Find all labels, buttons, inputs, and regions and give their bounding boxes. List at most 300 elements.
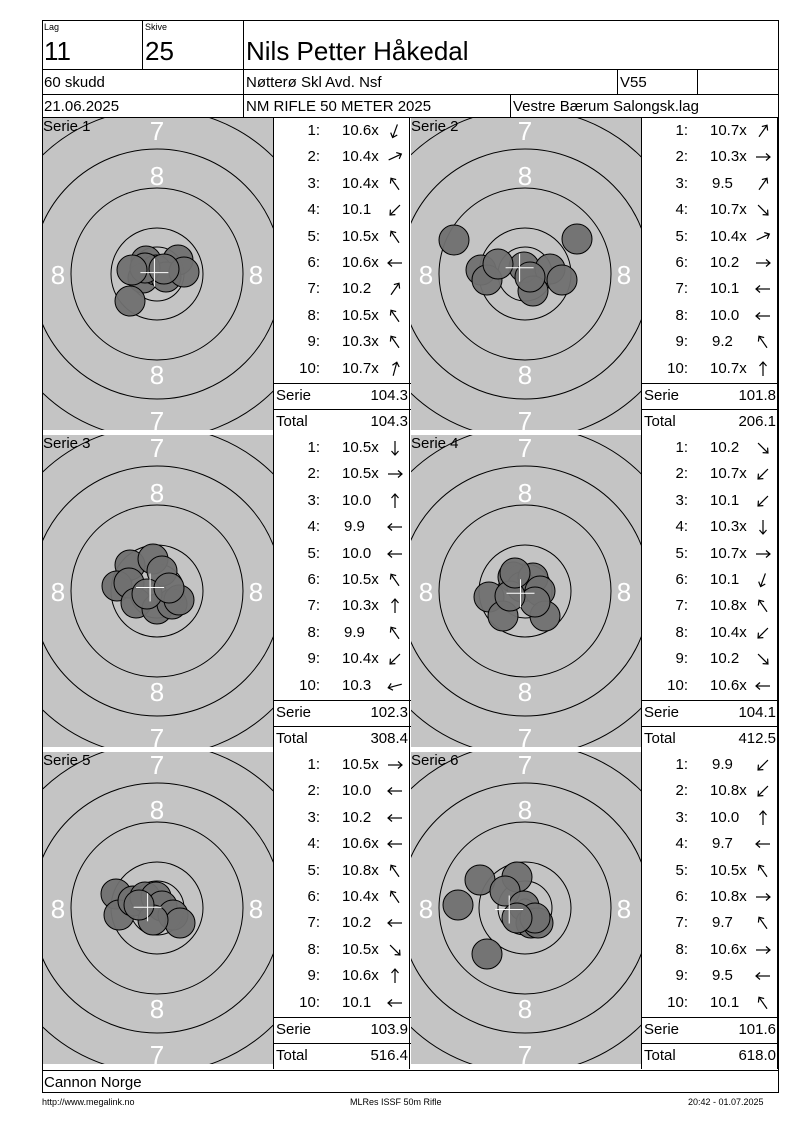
- shot-row: [642, 862, 779, 882]
- series-panel: [411, 752, 776, 1064]
- series-panel: [43, 118, 408, 430]
- shot-direction-arrow-icon: [386, 863, 404, 879]
- shot-direction-arrow-icon: [754, 995, 772, 1011]
- series-sum-label: Serie: [644, 387, 680, 404]
- target-image: [43, 752, 273, 1064]
- running-total-label: Total: [644, 413, 676, 430]
- shot-direction-arrow-icon: [754, 915, 772, 931]
- shot-direction-arrow-icon: [754, 757, 772, 773]
- shot-direction-arrow-icon: [754, 968, 772, 984]
- shot-direction-arrow-icon: [754, 361, 772, 377]
- shot-number: 6:: [675, 571, 688, 588]
- shot-direction-arrow-icon: [754, 572, 772, 588]
- shot-score: 10.3x: [710, 148, 747, 166]
- shot-direction-arrow-icon: [386, 915, 404, 931]
- shot-row: [274, 888, 411, 908]
- shot-row: [274, 333, 411, 353]
- shot-score: 10.3x: [342, 597, 379, 615]
- skive-label: Skive: [145, 22, 168, 32]
- shot-row: [642, 439, 779, 459]
- shot-score: 10.7x: [710, 544, 747, 562]
- shot-row: [274, 835, 411, 855]
- shot-number: 4:: [675, 835, 688, 853]
- shot-direction-arrow-icon: [754, 334, 772, 350]
- shot-row: [274, 439, 411, 459]
- shot-score: 10.4x: [342, 888, 379, 905]
- shot-hole: [500, 558, 530, 588]
- shot-direction-arrow-icon: [754, 598, 772, 614]
- shot-number: 2:: [675, 782, 688, 800]
- series-label: Serie 4: [411, 435, 459, 452]
- shot-hole: [502, 903, 532, 933]
- shot-score: 10.3x: [342, 333, 379, 351]
- shot-list: [641, 752, 778, 1069]
- shot-direction-arrow-icon: [754, 255, 772, 271]
- running-total: [274, 1043, 411, 1068]
- running-total-value: 308.4: [370, 730, 408, 747]
- shot-score: 10.8x: [710, 782, 747, 800]
- series-label: Serie 1: [43, 118, 91, 135]
- footer-timestamp: 20:42 - 01.07.2025: [688, 1097, 764, 1107]
- running-total-label: Total: [644, 1047, 676, 1064]
- shot-hole: [115, 286, 145, 316]
- shot-score: 10.5x: [342, 940, 379, 958]
- shot-direction-arrow-icon: [754, 783, 772, 799]
- ring-number-right-8: 8: [616, 894, 632, 924]
- series-sum: [274, 1017, 411, 1042]
- shot-direction-arrow-icon: [386, 361, 404, 377]
- header-divider-1: [42, 69, 779, 70]
- running-total: [642, 726, 779, 751]
- shot-score: 9.5: [712, 967, 733, 985]
- series-sum-value: 101.6: [738, 1021, 776, 1038]
- shot-hole: [124, 890, 154, 920]
- shot-row: [274, 914, 411, 934]
- shot-number: 7:: [675, 914, 688, 932]
- series-panel: [411, 118, 776, 430]
- series-label: Serie 3: [43, 435, 91, 452]
- shot-number: 4:: [675, 201, 688, 219]
- shot-number: 5:: [675, 227, 688, 245]
- shot-row: [274, 148, 411, 168]
- shot-row: [274, 122, 411, 142]
- ring-number-top-8: 8: [517, 795, 533, 825]
- shot-row: [642, 228, 779, 248]
- shot-number: 6:: [675, 888, 688, 905]
- shot-row: [642, 994, 779, 1014]
- series-panel: [43, 752, 408, 1064]
- shot-direction-arrow-icon: [754, 810, 772, 826]
- shot-row: [642, 201, 779, 221]
- ring-number-bottom-7: 7: [517, 1040, 533, 1064]
- lag-label: Lag: [44, 22, 60, 32]
- sponsor-name: Cannon Norge: [44, 1074, 142, 1091]
- shot-number: 9:: [675, 967, 688, 985]
- shot-row: [274, 994, 411, 1014]
- shot-number: 5:: [307, 227, 320, 245]
- shot-score: 9.5: [712, 174, 733, 192]
- shot-direction-arrow-icon: [386, 889, 404, 905]
- shot-direction-arrow-icon: [386, 519, 404, 535]
- shot-number: 6:: [307, 254, 320, 271]
- ring-number-left-8: 8: [50, 894, 66, 924]
- shot-hole: [165, 908, 195, 938]
- shot-score: 10.7x: [710, 359, 747, 377]
- series-sum-label: Serie: [276, 704, 312, 721]
- shot-list: [273, 118, 410, 435]
- shot-direction-arrow-icon: [754, 493, 772, 509]
- shot-row: [642, 518, 779, 538]
- shot-score: 10.1: [342, 993, 372, 1011]
- shot-score: 10.5x: [342, 439, 379, 456]
- shot-score: 10.3: [342, 676, 372, 694]
- series-sum: [642, 1017, 779, 1042]
- shot-row: [274, 254, 411, 274]
- shot-number: 6:: [675, 254, 688, 271]
- series-label: Serie 6: [411, 752, 459, 769]
- running-total-value: 104.3: [370, 413, 408, 430]
- shot-list: [273, 752, 410, 1069]
- shot-direction-arrow-icon: [754, 229, 772, 245]
- shot-score: 10.4x: [710, 623, 747, 641]
- shot-list: [641, 435, 778, 752]
- shot-score: 10.0: [710, 808, 740, 826]
- skive-value: 25: [145, 36, 174, 66]
- shot-direction-arrow-icon: [754, 466, 772, 482]
- shot-score: 10.2: [342, 914, 372, 932]
- shot-row: [642, 756, 779, 776]
- shot-number: 8:: [675, 306, 688, 324]
- range-name: Vestre Bærum Salongsk.lag: [513, 98, 699, 115]
- shot-number: 6:: [307, 571, 320, 588]
- shot-number: 9:: [307, 650, 320, 668]
- shot-direction-arrow-icon: [754, 889, 772, 905]
- series-sum-label: Serie: [276, 387, 312, 404]
- shot-row: [642, 941, 779, 961]
- shot-direction-arrow-icon: [386, 678, 404, 694]
- shooter-name: Nils Petter Håkedal: [246, 36, 469, 66]
- shot-number: 3:: [675, 491, 688, 509]
- series-sum-label: Serie: [644, 704, 680, 721]
- shot-direction-arrow-icon: [386, 810, 404, 826]
- shot-direction-arrow-icon: [754, 625, 772, 641]
- shot-row: [642, 545, 779, 565]
- shot-row: [274, 175, 411, 195]
- shot-number: 3:: [307, 808, 320, 826]
- shot-score: 10.4x: [342, 148, 379, 166]
- shot-number: 1:: [307, 122, 320, 139]
- shot-direction-arrow-icon: [386, 836, 404, 852]
- series-sum-value: 103.9: [370, 1021, 408, 1038]
- shot-row: [274, 307, 411, 327]
- shot-score: 10.7x: [710, 465, 747, 483]
- series-sum: [274, 700, 411, 725]
- shot-row: [642, 597, 779, 617]
- shot-row: [274, 545, 411, 565]
- shot-direction-arrow-icon: [754, 440, 772, 456]
- shot-number: 1:: [675, 122, 688, 139]
- shot-score: 10.8x: [342, 861, 379, 879]
- shot-number: 9:: [307, 333, 320, 351]
- shot-row: [274, 518, 411, 538]
- shot-score: 10.5x: [710, 861, 747, 879]
- shot-row: [642, 967, 779, 987]
- shot-row: [642, 571, 779, 591]
- shot-hole: [547, 265, 577, 295]
- shot-score: 10.7x: [710, 122, 747, 139]
- series-sum: [642, 700, 779, 725]
- running-total-label: Total: [276, 413, 308, 430]
- ring-number-left-8: 8: [50, 260, 66, 290]
- shot-number: 10:: [299, 359, 320, 377]
- shot-direction-arrow-icon: [386, 202, 404, 218]
- header-col-divider-4: [697, 69, 698, 95]
- shot-score: 10.3x: [710, 518, 747, 536]
- shot-score: 10.6x: [342, 835, 379, 853]
- shot-row: [274, 228, 411, 248]
- shot-row: [642, 809, 779, 829]
- shot-number: 7:: [307, 914, 320, 932]
- shooter-class: V55: [620, 74, 647, 91]
- shot-row: [642, 782, 779, 802]
- shot-direction-arrow-icon: [754, 202, 772, 218]
- shot-direction-arrow-icon: [386, 598, 404, 614]
- shot-number: 3:: [307, 174, 320, 192]
- shot-hole: [149, 254, 179, 284]
- header-col-divider-1: [142, 20, 143, 70]
- shot-number: 5:: [307, 861, 320, 879]
- shot-row: [274, 677, 411, 697]
- shot-row: [642, 122, 779, 142]
- series-sum: [274, 383, 411, 408]
- shot-number: 4:: [307, 201, 320, 219]
- ring-number-right-8: 8: [616, 577, 632, 607]
- shot-row: [274, 465, 411, 485]
- shot-direction-arrow-icon: [386, 255, 404, 271]
- shot-row: [642, 914, 779, 934]
- target-image: [411, 118, 641, 430]
- shot-direction-arrow-icon: [386, 281, 404, 297]
- shot-score: 10.2: [710, 439, 740, 456]
- shot-direction-arrow-icon: [386, 783, 404, 799]
- shot-row: [274, 782, 411, 802]
- shot-row: [642, 280, 779, 300]
- shot-number: 8:: [675, 623, 688, 641]
- shot-direction-arrow-icon: [754, 123, 772, 139]
- shot-number: 3:: [675, 808, 688, 826]
- ring-number-left-8: 8: [418, 577, 434, 607]
- shot-hole: [154, 573, 184, 603]
- shot-number: 2:: [675, 148, 688, 166]
- shot-hole: [472, 939, 502, 969]
- shot-number: 2:: [307, 782, 320, 800]
- shot-direction-arrow-icon: [386, 625, 404, 641]
- shot-hole: [483, 249, 513, 279]
- shot-score: 10.2: [342, 808, 372, 826]
- shot-number: 5:: [675, 861, 688, 879]
- series-sum-value: 101.8: [738, 387, 776, 404]
- footer-program: MLRes ISSF 50m Rifle: [350, 1097, 442, 1107]
- header-col-divider-2: [243, 20, 244, 118]
- series-panel: [411, 435, 776, 747]
- header-col-divider-3: [617, 69, 618, 95]
- shot-score: 9.9: [344, 518, 365, 536]
- series-label: Serie 5: [43, 752, 91, 769]
- shot-score: 10.5x: [342, 756, 379, 773]
- ring-number-left-8: 8: [418, 260, 434, 290]
- ring-number-top-7: 7: [149, 435, 165, 463]
- shot-direction-arrow-icon: [386, 995, 404, 1011]
- shot-direction-arrow-icon: [386, 968, 404, 984]
- shot-score: 10.2: [710, 650, 740, 668]
- shot-number: 3:: [675, 174, 688, 192]
- shot-direction-arrow-icon: [754, 519, 772, 535]
- ring-number-right-8: 8: [616, 260, 632, 290]
- shot-number: 4:: [307, 835, 320, 853]
- ring-number-left-8: 8: [418, 894, 434, 924]
- shot-score: 10.1: [342, 201, 372, 219]
- ring-number-bottom-7: 7: [149, 723, 165, 747]
- series-sum-value: 102.3: [370, 704, 408, 721]
- series-sum-label: Serie: [644, 1021, 680, 1038]
- shot-row: [642, 333, 779, 353]
- running-total-value: 516.4: [370, 1047, 408, 1064]
- shot-number: 1:: [307, 439, 320, 456]
- shot-direction-arrow-icon: [754, 281, 772, 297]
- shot-number: 10:: [667, 676, 688, 694]
- shot-direction-arrow-icon: [754, 678, 772, 694]
- shot-direction-arrow-icon: [754, 149, 772, 165]
- shot-number: 8:: [307, 306, 320, 324]
- shot-direction-arrow-icon: [386, 572, 404, 588]
- shot-direction-arrow-icon: [386, 123, 404, 139]
- series-panel: [43, 435, 408, 747]
- shot-direction-arrow-icon: [754, 836, 772, 852]
- shot-direction-arrow-icon: [386, 466, 404, 482]
- shot-row: [642, 835, 779, 855]
- ring-number-left-8: 8: [50, 577, 66, 607]
- target-image: [43, 118, 273, 430]
- shot-score: 10.0: [342, 491, 372, 509]
- shot-score: 10.8x: [710, 597, 747, 615]
- shot-score: 10.0: [710, 306, 740, 324]
- target-image: [43, 435, 273, 747]
- shot-score: 10.6x: [342, 967, 379, 985]
- shot-row: [274, 941, 411, 961]
- shot-direction-arrow-icon: [386, 149, 404, 165]
- footer-url[interactable]: http://www.megalink.no: [42, 1097, 135, 1107]
- shot-direction-arrow-icon: [754, 176, 772, 192]
- shot-direction-arrow-icon: [754, 308, 772, 324]
- shot-number: 8:: [307, 940, 320, 958]
- shot-number: 10:: [667, 359, 688, 377]
- ring-number-top-8: 8: [517, 478, 533, 508]
- lag-value: 11: [44, 36, 71, 66]
- ring-number-top-8: 8: [149, 161, 165, 191]
- ring-number-top-8: 8: [517, 161, 533, 191]
- shot-number: 10:: [667, 993, 688, 1011]
- shot-row: [274, 967, 411, 987]
- shot-number: 8:: [307, 623, 320, 641]
- shot-number: 7:: [307, 280, 320, 298]
- shot-hole: [443, 890, 473, 920]
- shot-score: 10.7x: [710, 201, 747, 219]
- ring-number-bottom-7: 7: [149, 406, 165, 430]
- running-total-value: 618.0: [738, 1047, 776, 1064]
- ring-number-bottom-8: 8: [149, 994, 165, 1024]
- shot-row: [642, 492, 779, 512]
- footer-divider: [42, 1070, 779, 1071]
- shot-direction-arrow-icon: [754, 863, 772, 879]
- shot-count: 60 skudd: [44, 74, 105, 91]
- shot-number: 9:: [675, 333, 688, 351]
- shot-score: 10.6x: [710, 676, 747, 694]
- shot-score: 9.7: [712, 835, 733, 853]
- shot-direction-arrow-icon: [754, 942, 772, 958]
- shot-number: 7:: [675, 597, 688, 615]
- shot-row: [274, 809, 411, 829]
- target-image: [411, 435, 641, 747]
- running-total-value: 412.5: [738, 730, 776, 747]
- competition-date: 21.06.2025: [44, 98, 120, 115]
- shot-row: [274, 862, 411, 882]
- shot-hole: [562, 224, 592, 254]
- shot-row: [642, 148, 779, 168]
- shot-row: [274, 280, 411, 300]
- shot-number: 2:: [675, 465, 688, 483]
- shot-row: [274, 492, 411, 512]
- shot-score: 10.1: [710, 993, 740, 1011]
- shot-score: 10.5x: [342, 465, 379, 483]
- ring-number-bottom-7: 7: [517, 723, 533, 747]
- shot-number: 1:: [675, 439, 688, 456]
- shot-direction-arrow-icon: [386, 757, 404, 773]
- ring-number-top-8: 8: [149, 795, 165, 825]
- shot-row: [642, 307, 779, 327]
- series-sum-label: Serie: [276, 1021, 312, 1038]
- shot-row: [642, 360, 779, 380]
- running-total: [642, 1043, 779, 1068]
- shot-row: [274, 597, 411, 617]
- running-total-label: Total: [276, 730, 308, 747]
- ring-number-bottom-8: 8: [149, 360, 165, 390]
- ring-number-bottom-7: 7: [149, 1040, 165, 1064]
- shot-number: 9:: [675, 650, 688, 668]
- shot-direction-arrow-icon: [386, 546, 404, 562]
- shot-score: 10.8x: [710, 888, 747, 905]
- ring-number-right-8: 8: [248, 894, 264, 924]
- header-col-divider-5: [510, 94, 511, 118]
- shot-row: [642, 650, 779, 670]
- shot-score: 10.4x: [342, 174, 379, 192]
- shot-score: 10.6x: [710, 940, 747, 958]
- shot-direction-arrow-icon: [386, 334, 404, 350]
- shot-number: 6:: [307, 888, 320, 905]
- shot-row: [274, 571, 411, 591]
- event-name: NM RIFLE 50 METER 2025: [246, 98, 432, 115]
- shot-hole: [117, 255, 147, 285]
- shot-score: 10.1: [710, 571, 740, 588]
- shot-direction-arrow-icon: [754, 546, 772, 562]
- ring-number-top-8: 8: [149, 478, 165, 508]
- shot-direction-arrow-icon: [386, 176, 404, 192]
- shot-direction-arrow-icon: [386, 651, 404, 667]
- shot-row: [274, 624, 411, 644]
- shot-score: 10.4x: [342, 650, 379, 668]
- shot-score: 9.9: [344, 623, 365, 641]
- shot-direction-arrow-icon: [386, 308, 404, 324]
- shot-row: [642, 888, 779, 908]
